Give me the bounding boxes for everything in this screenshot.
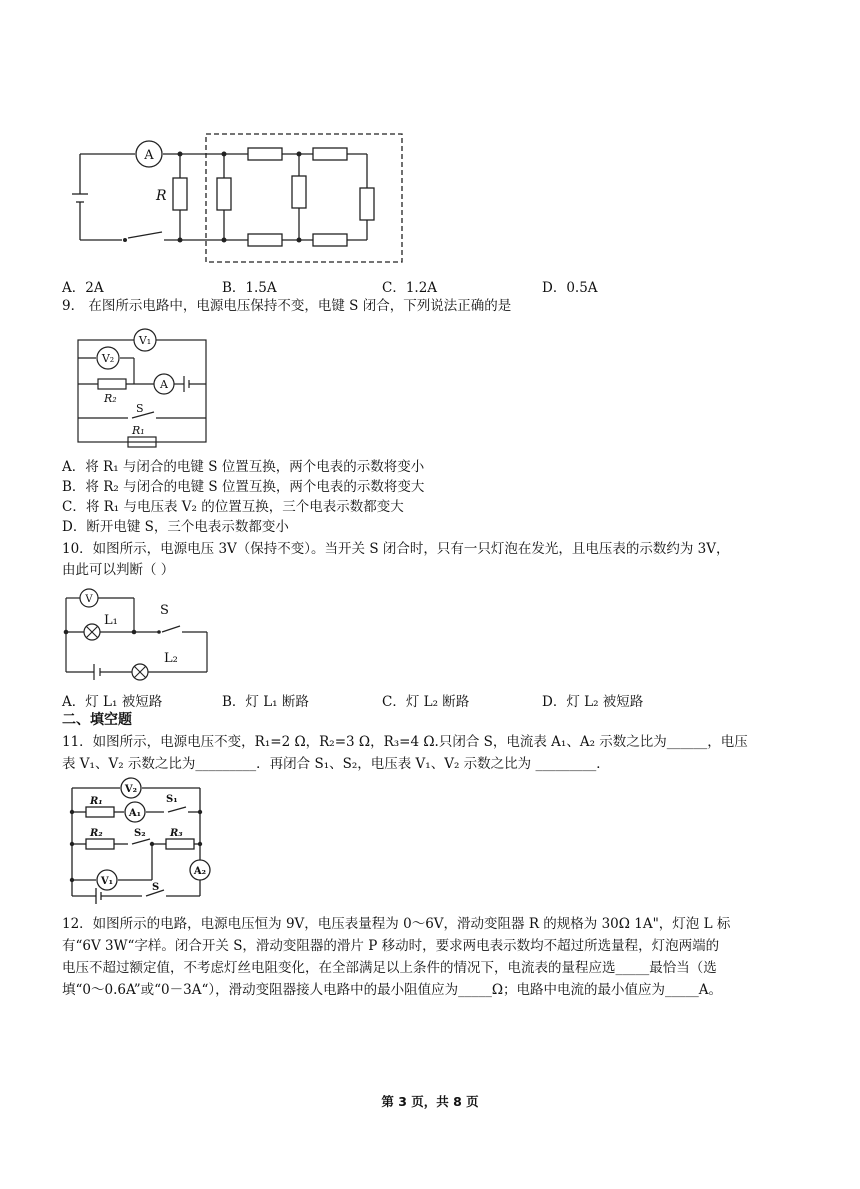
q12-line3: 电压不超过额定值，不考虑灯丝电阻变化，在全部满足以上条件的情况下，电流表的量程应选_____最恰当（选 — [62, 960, 717, 976]
q8-resistor-label: R — [156, 188, 167, 204]
q10-voltmeter-label: V — [85, 594, 93, 605]
q11-line1: 11．如图所示，电源电压不变，R₁=2 Ω，R₂=3 Ω，R₃=4 Ω.只闭合 S，电流表 A₁、A₂ 示数之比为______，电压 — [62, 734, 748, 750]
q10-option-b[interactable]: B．灯 L₁ 断路 — [222, 694, 309, 710]
q9-r1-label: R₁ — [132, 424, 145, 437]
q10-option-c[interactable]: C．灯 L₂ 断路 — [382, 694, 470, 710]
q8-option-a[interactable]: A．2A — [62, 280, 104, 296]
q10-circuit-diagram — [62, 584, 212, 684]
q11-v1-label: V₁ — [100, 876, 114, 887]
q10-l2-label: L₂ — [164, 651, 178, 666]
q11-v2-label: V₂ — [124, 784, 138, 795]
q10-option-d[interactable]: D．灯 L₂ 被短路 — [542, 694, 644, 710]
q9-option-c[interactable]: C．将 R₁ 与电压表 V₂ 的位置互换，三个电表示数都变大 — [62, 499, 404, 515]
q8-option-c[interactable]: C．1.2A — [382, 280, 438, 296]
q9-option-a[interactable]: A．将 R₁ 与闭合的电键 S 位置互换，两个电表的示数将变小 — [62, 459, 425, 475]
q11-r3-label: R₃ — [170, 828, 183, 839]
q9-r2-label: R₂ — [104, 392, 117, 405]
q10-option-a[interactable]: A．灯 L₁ 被短路 — [62, 694, 163, 710]
section-heading: 二、填空题 — [62, 712, 132, 728]
q12-line4: 填“0～0.6A”或“0－3A“），滑动变阻器接人电路中的最小阻值应为_____Ω；电路中电流的最小值应为_____A。 — [62, 982, 723, 998]
q9-stem: 9． 在图所示电路中，电源电压保持不变，电键 S 闭合，下列说法正确的是 — [62, 298, 512, 314]
q9-v2-label: V₂ — [101, 352, 115, 365]
q11-line2: 表 V₁、V₂ 示数之比为_________．再闭合 S₁、S₂，电压表 V₁、V₂ 示数之比为 _________． — [62, 756, 610, 772]
page-footer: 第 3 页，共 8 页 — [381, 1094, 479, 1109]
q11-s2-label: S₂ — [134, 828, 146, 839]
q12-line2: 有“6V 3W“字样。闭合开关 S，滑动变阻器的滑片 P 移动时，要求两电表示数均不超过所选量程，灯泡两端的 — [62, 938, 720, 954]
q11-a2-label: A₂ — [193, 866, 207, 877]
q9-switch-label: S — [136, 402, 144, 415]
q8-option-d[interactable]: D．0.5A — [542, 280, 598, 296]
q11-s-label: S — [152, 882, 160, 893]
q10-switch-label: S — [160, 603, 169, 618]
q10-stem-line2: 由此可以判断（ ） — [62, 562, 175, 578]
q10-stem-line1: 10．如图所示，电源电压 3V（保持不变）。当开关 S 闭合时，只有一只灯泡在发光，且电压表的示数约为 3V， — [62, 541, 730, 557]
q8-option-b[interactable]: B．1.5A — [222, 280, 277, 296]
q9-v1-label: V₁ — [138, 334, 152, 347]
q11-s1-label: S₁ — [166, 794, 178, 805]
q9-ammeter-label: A — [160, 378, 168, 391]
q11-r2-label: R₂ — [90, 828, 103, 839]
q11-a1-label: A₁ — [128, 808, 142, 819]
q11-circuit-diagram — [66, 776, 216, 904]
q11-r1-label: R₁ — [90, 796, 103, 807]
q9-option-b[interactable]: B．将 R₂ 与闭合的电键 S 位置互换，两个电表的示数将变大 — [62, 479, 425, 495]
q12-line1: 12．如图所示的电路，电源电压恒为 9V，电压表量程为 0～6V，滑动变阻器 R 的规格为 30Ω 1A"，灯泡 L 标 — [62, 916, 731, 932]
q10-l1-label: L₁ — [104, 613, 118, 628]
q8-ammeter-label: A — [144, 148, 154, 163]
q9-option-d[interactable]: D．断开电键 S，三个电表示数都变小 — [62, 519, 289, 535]
q9-circuit-diagram — [72, 328, 212, 446]
q8-circuit-diagram — [70, 128, 410, 268]
